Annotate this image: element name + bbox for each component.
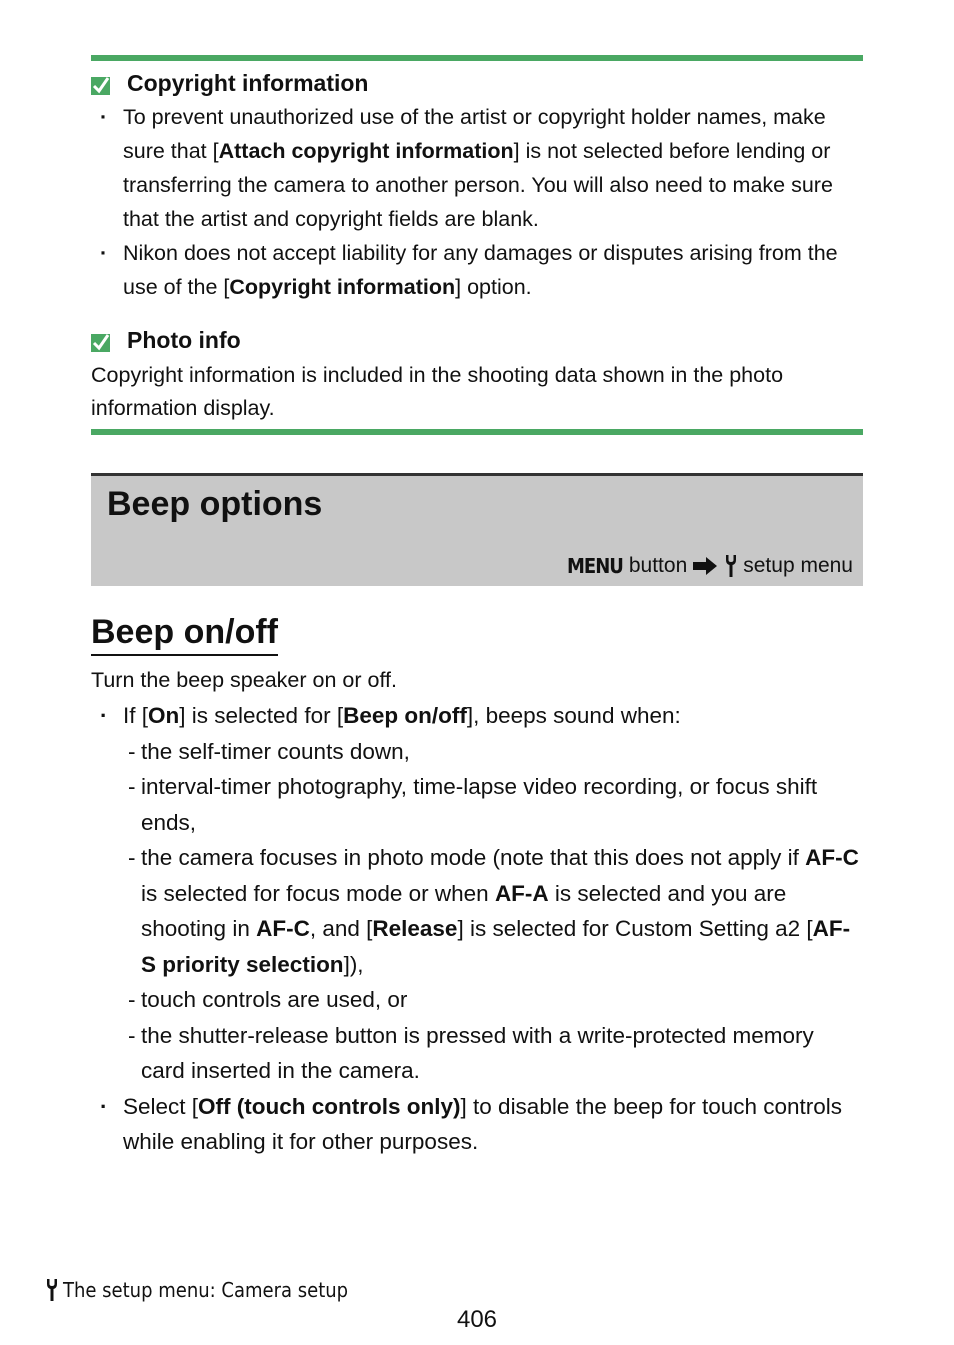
- note-heading-copyright: [91, 68, 863, 98]
- note-title: Photo info: [127, 327, 241, 353]
- list-item: - the shutter-release button is pressed with a write-protected memory card inserted in the camera.: [123, 1018, 863, 1089]
- arrow-right-icon: [693, 557, 717, 575]
- list-item: - touch controls are used, or: [123, 982, 863, 1018]
- list-item: - the camera focuses in photo mode (note that this does not apply if AF-C is selected for focus mode or when AF-A is selected and you are shooting in AF-C, and [Release] is selected for Custom Setting a2 [AF-S priority selection]),: [123, 840, 863, 982]
- check-box-icon: [91, 330, 111, 350]
- wrench-icon: [46, 1279, 58, 1301]
- top-green-rule: [91, 55, 863, 61]
- list-item: · To prevent unauthorized use of the artist or copyright holder names, make sure that [Attach copyright information] is not selected before lending or transferring the camera to another person. You will also need to make sure that the artist and copyright fields are blank.: [91, 100, 863, 236]
- list-item: · Select [Off (touch controls only)] to disable the beep for touch controls while enabling it for other purposes.: [91, 1089, 863, 1160]
- beep-condition-list: [123, 734, 863, 1089]
- beep-body: [91, 662, 863, 1160]
- list-item: · Nikon does not accept liability for any damages or disputes arising from the use of the [Copyright information] option.: [91, 236, 863, 304]
- footer-link[interactable]: [46, 1278, 348, 1302]
- list-item: - interval-timer photography, time-lapse video recording, or focus shift ends,: [123, 769, 863, 840]
- subsection-title: Beep on/off: [91, 610, 278, 656]
- intro-text: Turn the beep speaker on or off.: [91, 668, 397, 692]
- note-title: Copyright information: [127, 70, 369, 96]
- photo-info-text: Copyright information is included in the shooting data shown in the photo information display.: [91, 363, 784, 420]
- list-item: · If [On] is selected for [Beep on/off], beeps sound when: - the self-timer counts down, - interval-timer photography, time-lapse video recording, or focus shift ends, - the camera focuses in photo mode (note that this does not apply if AF-C is selected for focus mode or when AF-A is selected and you are shooting in AF-C, and [Release] is selected for Custom Setting a2 [AF-S priority selection]), - touch controls are used, or - the shutter-release button is pressed with a write-protected memory card inserted in the camera.: [91, 698, 863, 1089]
- section-header: [91, 473, 863, 586]
- notes-block: [91, 0, 863, 435]
- wrench-icon: [725, 555, 737, 577]
- copyright-bullet-list: [91, 100, 863, 304]
- page-number: 406: [456, 1306, 498, 1333]
- footer-text: The setup menu: Camera setup: [63, 1278, 349, 1302]
- menu-path: [567, 554, 853, 578]
- menu-key-label: MENU: [566, 554, 623, 578]
- check-box-icon: [91, 73, 111, 93]
- menu-name: setup menu: [743, 554, 853, 577]
- section-title: Beep options: [107, 485, 323, 523]
- menu-button-text: button: [628, 554, 688, 577]
- beep-bullet-list: [91, 698, 863, 1160]
- bottom-green-rule: [91, 429, 863, 435]
- list-item: - the self-timer counts down,: [123, 734, 863, 770]
- note-heading-photo-info: [91, 325, 863, 355]
